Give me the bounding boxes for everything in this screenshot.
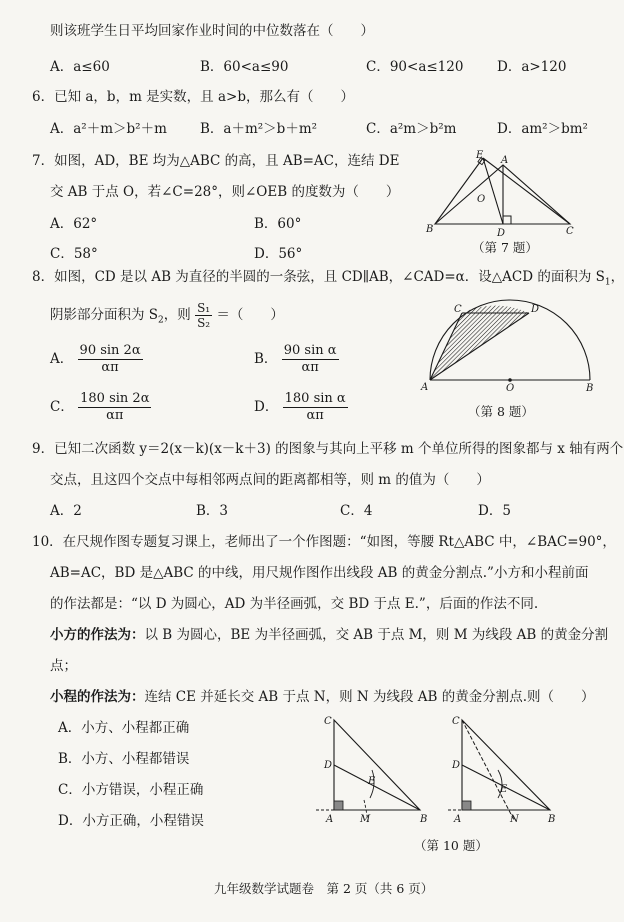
q7-label-d: D	[497, 228, 506, 239]
q10r-label-e: E	[500, 784, 508, 795]
q10l-label-c: C	[324, 716, 332, 727]
q8-option-d: D． $\frac{\text{180 sin α}}{\alpha\pi}$	[254, 391, 346, 423]
q9-option-b: B．3	[196, 503, 229, 519]
q7-right-angle-d	[503, 216, 511, 224]
q10-xiaofang-method: 小方的作法为：以 B 为圆心，BE 为半径画弧，交 AB 于点 M，则 M 为线段 AB 的黄金分割	[50, 627, 609, 643]
q10r-label-d: D	[452, 760, 461, 771]
q8-label-d: D	[531, 304, 540, 315]
q5-stem: 则该班学生日平均回家作业时间的中位数落在（ ）	[50, 23, 374, 39]
q8-label-a: A	[421, 382, 429, 393]
q8-line-1: 8．如图，CD 是以 AB 为直径的半圆的一条弦，且 CD∥AB，∠CAD=α．设△ACD 的面积为 $S_1$，	[32, 269, 624, 288]
q5-option-d: D．a>120	[497, 59, 567, 75]
q5-option-a: A．a≤60	[50, 59, 110, 75]
q10-figure-xiaofang	[312, 712, 436, 830]
q10-caption: （第 10 题）	[414, 838, 488, 853]
q8-center-o	[508, 378, 512, 382]
q10l-label-d: D	[324, 760, 333, 771]
q8-label-b: B	[586, 383, 594, 394]
q10-option-a: A．小方、小程都正确	[58, 720, 190, 736]
q8-label-c: C	[454, 304, 462, 315]
q10-option-c: C．小方错误，小程正确	[58, 782, 204, 798]
q10-option-b: B．小方、小程都错误	[58, 751, 190, 767]
q7-line-1: 7．如图，AD，BE 均为△ABC 的高，且 AB=AC，连结 DE	[32, 153, 400, 169]
q10-line-1: 10．在尺规作图专题复习课上，老师出了一个作图题：“如图，等腰 Rt△ABC 中，∠BAC=90°，	[32, 534, 616, 550]
q10l-label-a: A	[326, 814, 334, 825]
q7-label-c: C	[566, 226, 574, 237]
q10-option-d: D．小方正确，小程错误	[58, 813, 204, 829]
q7-line-2: 交 AB 于点 O，若∠C=28°，则∠OEB 的度数为（ ）	[50, 184, 400, 200]
q7-label-b: B	[426, 224, 434, 235]
q7-option-c: C．58°	[50, 246, 98, 262]
q6-stem: 6．已知 a，b，m 是实数，且 a>b，那么有（ ）	[32, 89, 354, 105]
q10-line-3: 的作法都是：“以 D 为圆心，AD 为半径画弧，交 BD 于点 E.”，后面的作法不同.	[50, 596, 539, 612]
q9-line-2: 交点，且这四个交点中每相邻两点间的距离都相等，则 m 的值为（ ）	[50, 472, 490, 488]
q7-caption: （第 7 题）	[472, 240, 538, 255]
q8-caption: （第 8 题）	[468, 404, 534, 419]
q10l-right-angle	[334, 801, 343, 810]
q8-option-c: C． $\frac{180 \sin 2\alpha}{\alpha\pi}$	[50, 391, 150, 423]
q10l-label-m: M	[360, 814, 371, 825]
q10r-label-n: N	[510, 814, 519, 825]
q10-xiaocheng-method: 小程的作法为：连结 CE 并延长交 AB 于点 N，则 N 为线段 AB 的黄金分割点.则（ ）	[50, 689, 595, 705]
q9-option-d: D．5	[478, 503, 511, 519]
q8-label-o: O	[506, 383, 515, 394]
q10-line-2: AB=AC，BD 是△ABC 的中线，用尺规作图作出线段 AB 的黄金分割点.”小方和小程前面	[50, 565, 589, 581]
q9-option-a: A．2	[50, 503, 82, 519]
q10-figure-xiaocheng	[446, 712, 570, 830]
q8-shaded-segment	[462, 306, 529, 313]
q10l-line-bd	[334, 765, 420, 810]
q7-label-e: E	[476, 150, 484, 161]
q8-option-a: A． $\frac{90 \sin 2\alpha}{\alpha\pi}$	[50, 343, 141, 375]
q7-option-a: A．62°	[50, 216, 98, 232]
q6-option-d: D．am²＞bm²	[497, 121, 588, 137]
q7-line-ec	[483, 158, 570, 224]
q7-option-b: B．60°	[254, 216, 302, 232]
q10r-right-angle	[462, 801, 471, 810]
q6-option-a: A．a²＋m＞b²＋m	[50, 121, 167, 137]
q5-option-b: B．60<a≤90	[200, 59, 289, 75]
q10l-label-e: E	[368, 776, 376, 787]
q7-option-d: D．56°	[254, 246, 303, 262]
q7-line-be	[435, 158, 486, 224]
q8-option-b: B． $\frac{\text{90 sin α}}{\alpha\pi}$	[254, 343, 337, 375]
q10l-triangle	[334, 720, 420, 810]
q6-option-b: B．a＋m²＞b＋m²	[200, 121, 318, 137]
q5-option-c: C．90<a≤120	[366, 59, 464, 75]
q10l-label-b: B	[420, 814, 428, 825]
q7-label-o: O	[477, 194, 486, 205]
q8-figure	[418, 302, 608, 394]
q6-option-c: C．a²m＞b²m	[366, 121, 457, 137]
q9-line-1: 9．已知二次函数 y＝2(x－k)(x－k＋3) 的图象与其向上平移 m 个单位所得的图象都与 x 轴有两个	[32, 441, 624, 457]
q9-option-c: C．4	[340, 503, 373, 519]
q10-xiaofang-method-end: 点；	[50, 658, 77, 674]
q10r-triangle	[462, 720, 550, 810]
q8-line-2: 阴影部分面积为 $S_2$，则 $\frac{\text{S₁}}{\text{S₂}}$ ＝（ ）	[50, 301, 284, 330]
q7-figure	[420, 150, 590, 240]
q10r-label-c: C	[452, 716, 460, 727]
page-footer: 九年级数学试题卷 第 2 页（共 6 页）	[214, 881, 434, 896]
q10r-label-a: A	[454, 814, 462, 825]
q7-label-a: A	[501, 155, 509, 166]
q10r-label-b: B	[548, 814, 556, 825]
